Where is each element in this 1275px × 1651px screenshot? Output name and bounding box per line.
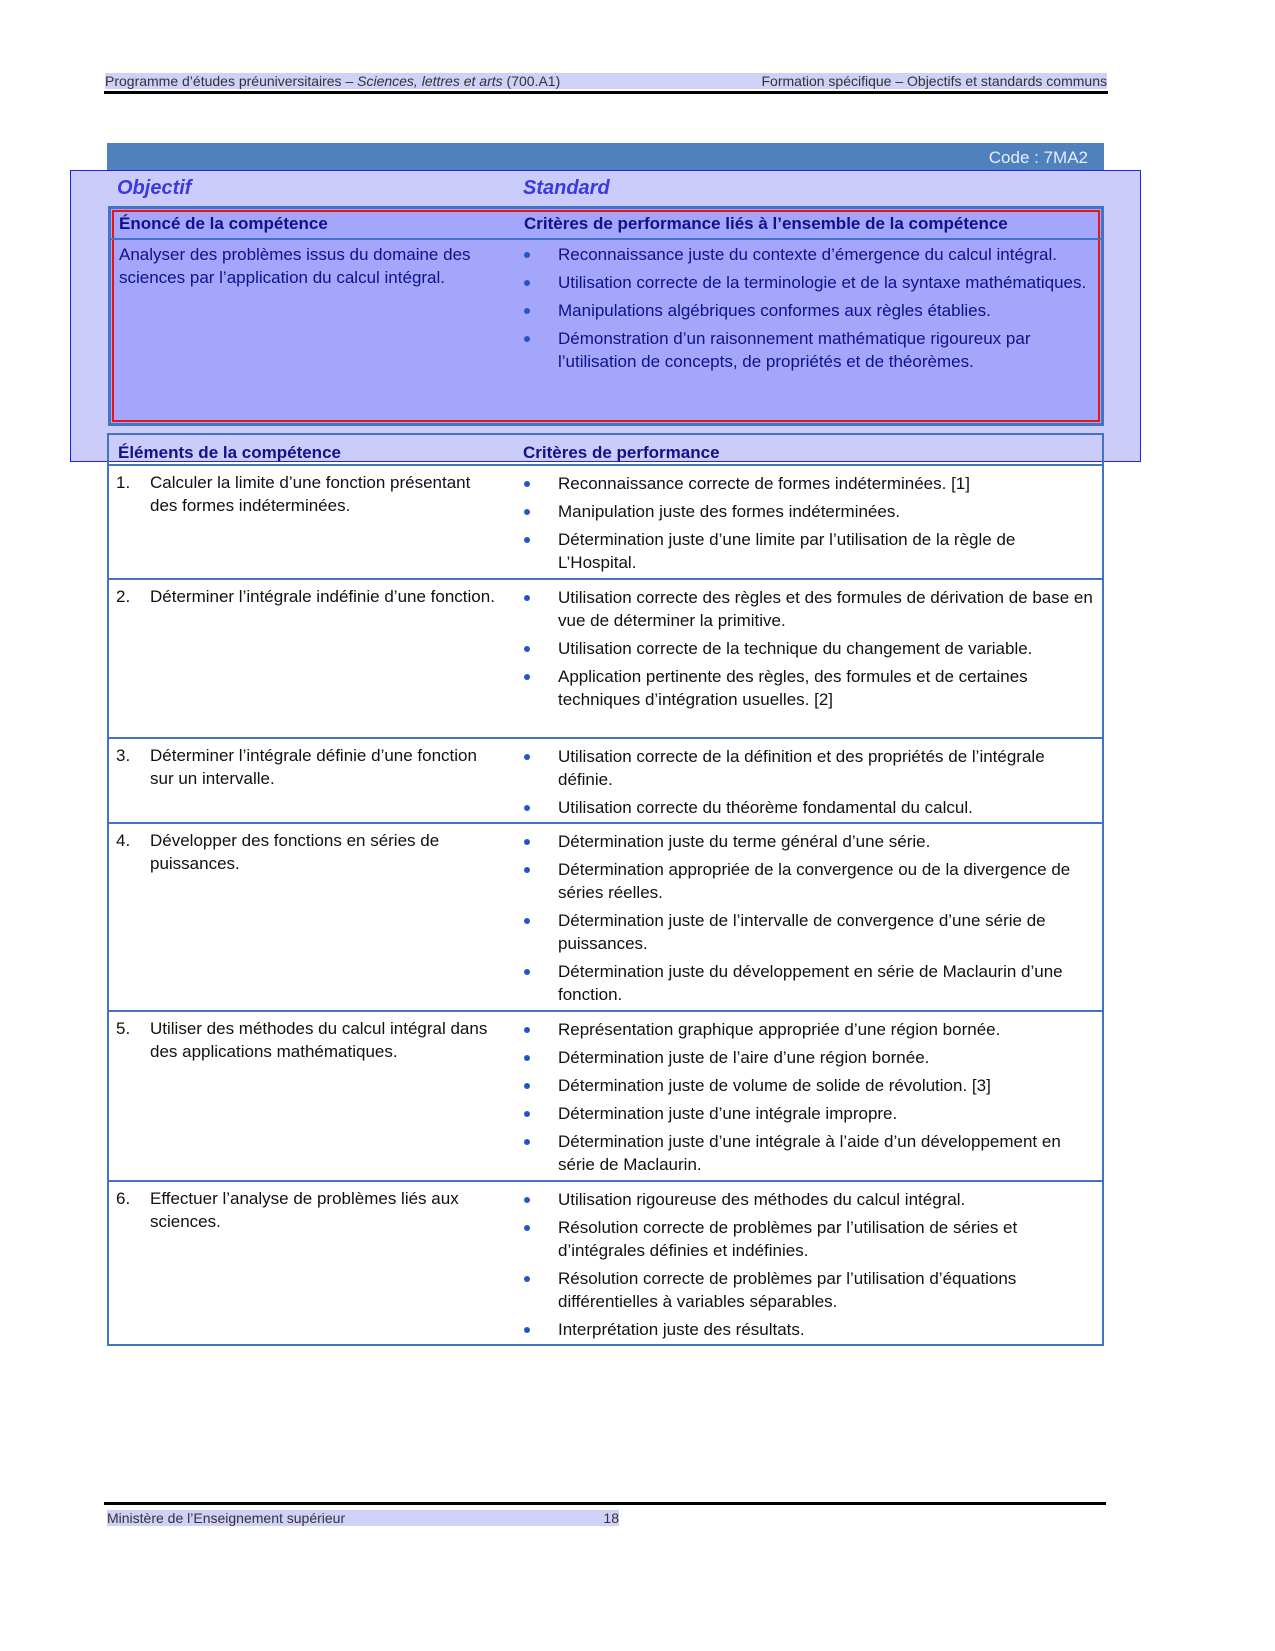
list-item: Détermination juste de volume de solide de révolution. [3] <box>524 1074 1094 1097</box>
element-number: 2. <box>116 587 131 606</box>
element-text: Utiliser des méthodes du calcul intégral dans des applications mathématiques. <box>150 1019 488 1061</box>
list-item: Utilisation correcte de la technique du changement de variable. <box>524 637 1094 660</box>
list-item: Utilisation rigoureuse des méthodes du calcul intégral. <box>524 1188 1094 1211</box>
competence-criteria-list <box>524 243 1094 378</box>
course-code: Code : 7MA2 <box>988 148 1088 167</box>
header-program <box>105 73 560 89</box>
list-item: Détermination juste de l’aire d’une région bornée. <box>524 1046 1094 1069</box>
list-item: Utilisation correcte de la définition et des propriétés de l’intégrale définie. <box>524 745 1094 791</box>
table-row <box>109 578 1102 709</box>
page-footer <box>107 1510 619 1526</box>
list-item: Utilisation correcte du théorème fondamental du calcul. <box>524 796 1094 819</box>
divider <box>111 238 1101 240</box>
header-suffix: (700.A1) <box>502 73 561 89</box>
page-number: 18 <box>603 1510 619 1526</box>
header-prefix: Programme d’études préuniversitaires – <box>105 73 358 89</box>
list-item: Interprétation juste des résultats. <box>524 1318 1094 1341</box>
elements-table <box>107 433 1104 1346</box>
elements-header: Éléments de la compétence <box>118 443 341 462</box>
list-item: Reconnaissance juste du contexte d’émergence du calcul intégral. <box>524 243 1094 266</box>
list-item: Utilisation correcte de la terminologie et de la syntaxe mathématiques. <box>524 271 1094 294</box>
element-number: 6. <box>116 1189 131 1208</box>
footer-ministry: Ministère de l’Enseignement supérieur <box>107 1510 346 1526</box>
objectif-label: Objectif <box>117 177 192 199</box>
footer-rule <box>104 1502 1106 1505</box>
competence-statement: Analyser des problèmes issus du domaine des sciences par l’application du calcul intégral. <box>119 245 471 287</box>
list-item: Détermination juste de l’intervalle de convergence d’une série de puissances. <box>524 909 1094 955</box>
list-item: Reconnaissance correcte de formes indéterminées. [1] <box>524 472 1094 495</box>
list-item: Détermination juste d’une intégrale à l’aide d’un développement en série de Maclaurin. <box>524 1130 1094 1176</box>
criteria-list <box>524 586 1094 716</box>
criteria-header: Critères de performance <box>523 443 720 462</box>
competence-table <box>108 206 1104 426</box>
list-item: Représentation graphique appropriée d’une région bornée. <box>524 1018 1094 1041</box>
element-number: 1. <box>116 473 131 492</box>
element-number: 4. <box>116 831 131 850</box>
list-item: Détermination juste d’une limite par l’utilisation de la règle de L’Hospital. <box>524 528 1094 574</box>
element-text: Déterminer l’intégrale indéfinie d’une fonction. <box>150 587 495 606</box>
code-bar <box>107 143 1104 170</box>
element-text: Effectuer l’analyse de problèmes liés aux sciences. <box>150 1189 459 1231</box>
criteria-list <box>524 745 1094 824</box>
table-row <box>109 1180 1102 1339</box>
criteria-list <box>524 472 1094 579</box>
element-text: Développer des fonctions en séries de puissances. <box>150 831 440 873</box>
header-rule <box>104 91 1108 94</box>
list-item: Manipulation juste des formes indéterminées. <box>524 500 1094 523</box>
table-row <box>109 822 1102 1004</box>
list-item: Détermination juste d’une intégrale impropre. <box>524 1102 1094 1125</box>
criteria-list <box>524 1018 1094 1181</box>
table-row <box>109 1010 1102 1174</box>
list-item: Détermination juste du développement en série de Maclaurin d’une fonction. <box>524 960 1094 1006</box>
table-row <box>109 464 1102 572</box>
element-text: Calculer la limite d’une fonction présentant des formes indéterminées. <box>150 473 471 515</box>
list-item: Détermination juste du terme général d’une série. <box>524 830 1094 853</box>
table-row <box>109 737 1102 817</box>
list-item: Démonstration d’un raisonnement mathématique rigoureux par l’utilisation de concepts, de propriétés et de théorèmes. <box>524 327 1094 373</box>
element-text: Déterminer l’intégrale définie d’une fonction sur un intervalle. <box>150 746 477 788</box>
list-item: Manipulations algébriques conformes aux règles établies. <box>524 299 1094 322</box>
list-item: Résolution correcte de problèmes par l’utilisation d’équations différentielles à variables séparables. <box>524 1267 1094 1313</box>
header-italic: Sciences, lettres et arts <box>357 73 503 89</box>
page-header <box>105 73 1107 89</box>
header-section: Formation spécifique – Objectifs et standards communs <box>761 73 1107 89</box>
list-item: Résolution correcte de problèmes par l’utilisation de séries et d’intégrales définies et indéfinies. <box>524 1216 1094 1262</box>
competence-header: Énoncé de la compétence <box>119 214 328 233</box>
criteria-list <box>524 1188 1094 1346</box>
criteria-list <box>524 830 1094 1011</box>
list-item: Application pertinente des règles, des formules et de certaines techniques d’intégration usuelles. [2] <box>524 665 1094 711</box>
list-item: Utilisation correcte des règles et des formules de dérivation de base en vue de déterminer la primitive. <box>524 586 1094 632</box>
competence-criteria-header: Critères de performance liés à l’ensemble de la compétence <box>524 214 1008 233</box>
element-number: 3. <box>116 746 131 765</box>
list-item: Détermination appropriée de la convergence ou de la divergence de séries réelles. <box>524 858 1094 904</box>
standard-label: Standard <box>523 177 610 199</box>
element-number: 5. <box>116 1019 131 1038</box>
